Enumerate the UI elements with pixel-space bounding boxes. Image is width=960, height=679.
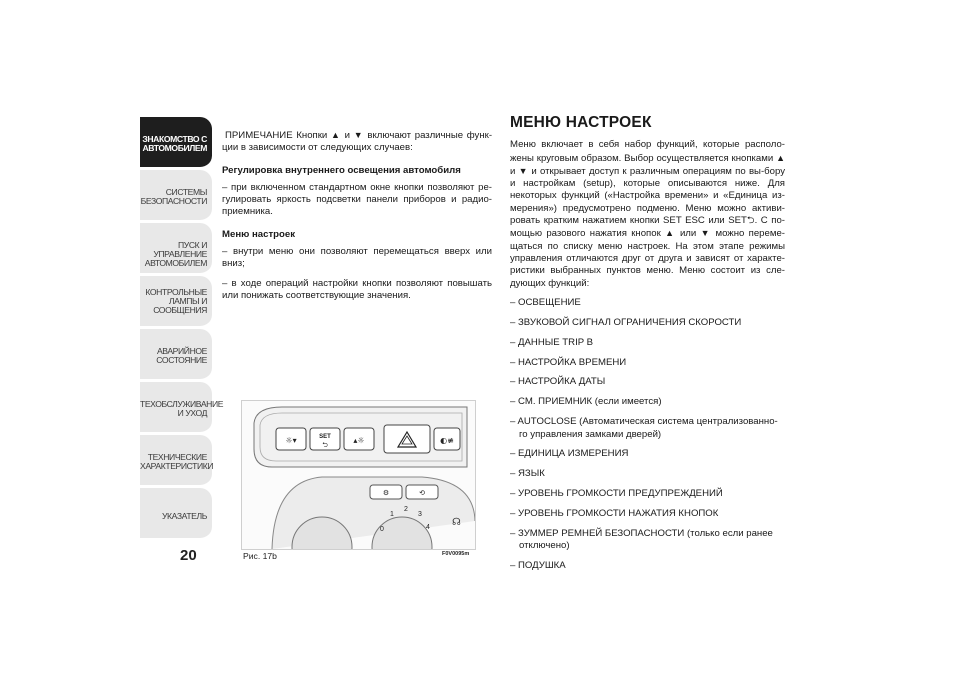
list-item: – НАСТРОЙКА ВРЕМЕНИ [510, 356, 627, 368]
svg-text:⚙: ⚙ [382, 489, 390, 497]
svg-text:⮌: ⮌ [322, 441, 328, 449]
section-title: МЕНЮ НАСТРОЕК [510, 114, 652, 131]
list-item: – ЯЗЫК [510, 468, 545, 480]
svg-text:◐≢: ◐≢ [440, 436, 454, 445]
svg-text:▴☼: ▴☼ [353, 436, 365, 445]
right-column [510, 114, 786, 580]
svg-text:SET: SET [319, 434, 331, 440]
list-item: – НАСТРОЙКА ДАТЫ [510, 376, 606, 388]
list-item: – ДАННЫЕ TRIP B [510, 336, 594, 348]
svg-text:0: 0 [380, 526, 384, 533]
climate-button-left[interactable] [370, 485, 402, 499]
button-light-down[interactable] [276, 428, 306, 450]
page-number: 20 [180, 547, 197, 564]
svg-text:☼▾: ☼▾ [285, 436, 297, 445]
heading-interior-lighting: Регулировка внутреннего освещения автомобиля [222, 164, 461, 176]
arrow-up-icon: ▲ [665, 228, 676, 239]
list-item: – ЗУММЕР РЕМНЕЙ БЕЗОПАСНОСТИ (только если ранее отключено) [510, 527, 773, 552]
return-arrow-icon: ⮌ [746, 215, 755, 227]
svg-text:1: 1 [390, 511, 394, 518]
tab-start-driving[interactable]: ПУСК И УПРАВЛЕНИЕ АВТОМОБИЛЕМ [140, 223, 212, 274]
button-light-up[interactable] [344, 428, 374, 450]
tab-index[interactable]: УКАЗАТЕЛЬ [140, 488, 212, 539]
list-item: – ПОДУШКА [510, 560, 566, 572]
list-item: – УРОВЕНЬ ГРОМКОСТИ ПРЕДУПРЕЖДЕНИЙ [510, 488, 723, 500]
list-item: – ЕДИНИЦА ИЗМЕРЕНИЯ [510, 448, 629, 460]
list-item: – ЗВУКОВОЙ СИГНАЛ ОГРАНИЧЕНИЯ СКОРОСТИ [510, 316, 742, 328]
menu-function-list [510, 297, 785, 573]
svg-text:⟲: ⟲ [419, 489, 425, 497]
tab-warning-lights[interactable]: КОНТРОЛЬНЫЕ ЛАМПЫ И СООБЩЕНИЯ [140, 276, 212, 327]
button-set[interactable] [310, 428, 340, 450]
paragraph-interior-lighting: – при включенном стандартном окне кнопки позволяют ре-гулировать яркость подсветки панели приборов и радио-приемника. [222, 181, 492, 218]
figure-code: F0V0095m [442, 551, 470, 557]
arrow-down-icon: ▼ [353, 130, 364, 140]
dashboard-buttons-figure [241, 400, 476, 550]
dashboard-illustration [242, 401, 475, 549]
svg-text:4: 4 [426, 524, 430, 531]
list-item: – УРОВЕНЬ ГРОМКОСТИ НАЖАТИЯ КНОПОК [510, 508, 719, 520]
list-item: – ОСВЕЩЕНИЕ [510, 296, 581, 308]
tab-safety[interactable]: СИСТЕМЫ БЕЗОПАСНОСТИ [140, 170, 212, 221]
svg-text:2: 2 [404, 506, 408, 513]
menu-intro-paragraph: Меню включает в себя набор функций, которые располо-жены круговым образом. Выбор осуществляется кнопками ▲ и ▼ и открывает доступ к различным операциям по вы-бору и настройкам (setup), которые описываются ниже. Для некоторых функций («Настройка времени» и «Единица из-мерения») предусмотрено подменю. Меню можно активи-ровать кратким нажатием кнопки SET ESC или SET⮌. С по-мощью разового нажатия кнопок ▲ или ▼ можно переме-щаться по списку меню настроек. На этом этапе режимы управления отличаются друг от друга и зависят от характе-ристики выбранных пунктов меню. Меню состоит из сле-дующих функций: [510, 139, 786, 289]
left-column [222, 129, 492, 309]
list-item: – AUTOCLOSE (Автоматическая система централизованно-го управления замками дверей) [510, 416, 778, 440]
arrow-up-icon: ▲ [331, 130, 341, 140]
arrow-up-icon: ▲ [776, 152, 785, 163]
svg-text:3: 3 [418, 511, 422, 518]
figure-caption: Рис. 17b [243, 551, 277, 561]
paragraph-menu-values: – в ходе операций настройки кнопки позволяют повышать или понижать соответствующие значения. [222, 277, 492, 301]
tab-emergency[interactable]: АВАРИЙНОЕ СОСТОЯНИЕ [140, 329, 212, 380]
arrow-down-icon: ▼ [700, 228, 712, 239]
climate-button-recirc[interactable] [406, 485, 438, 499]
tab-vehicle-intro[interactable]: ЗНАКОМСТВО С АВТОМОБИЛЕМ [140, 117, 212, 168]
note-paragraph: ПРИМЕЧАНИЕ Кнопки ▲ и ▼ включают различные функ-ции в зависимости от следующих случаев: [222, 130, 493, 154]
tab-technical-specs[interactable]: ТЕХНИЧЕСКИЕ ХАРАКТЕРИСТИКИ [140, 435, 212, 486]
tab-maintenance[interactable]: ТЕХОБСЛУЖИВАНИЕ И УХОД [140, 382, 212, 433]
paragraph-menu-navigation: – внутри меню они позволяют перемещаться вверх или вниз; [222, 246, 492, 270]
heading-settings-menu: Меню настроек [222, 228, 296, 240]
note-label: ПРИМЕЧАНИЕ [225, 130, 293, 141]
hazard-button[interactable] [384, 425, 430, 453]
arrow-down-icon: ▼ [518, 165, 529, 176]
list-item: – СМ. ПРИЕМНИК (если имеется) [510, 396, 662, 408]
fog-light-button[interactable] [434, 428, 460, 450]
svg-text:☊: ☊ [452, 517, 461, 528]
